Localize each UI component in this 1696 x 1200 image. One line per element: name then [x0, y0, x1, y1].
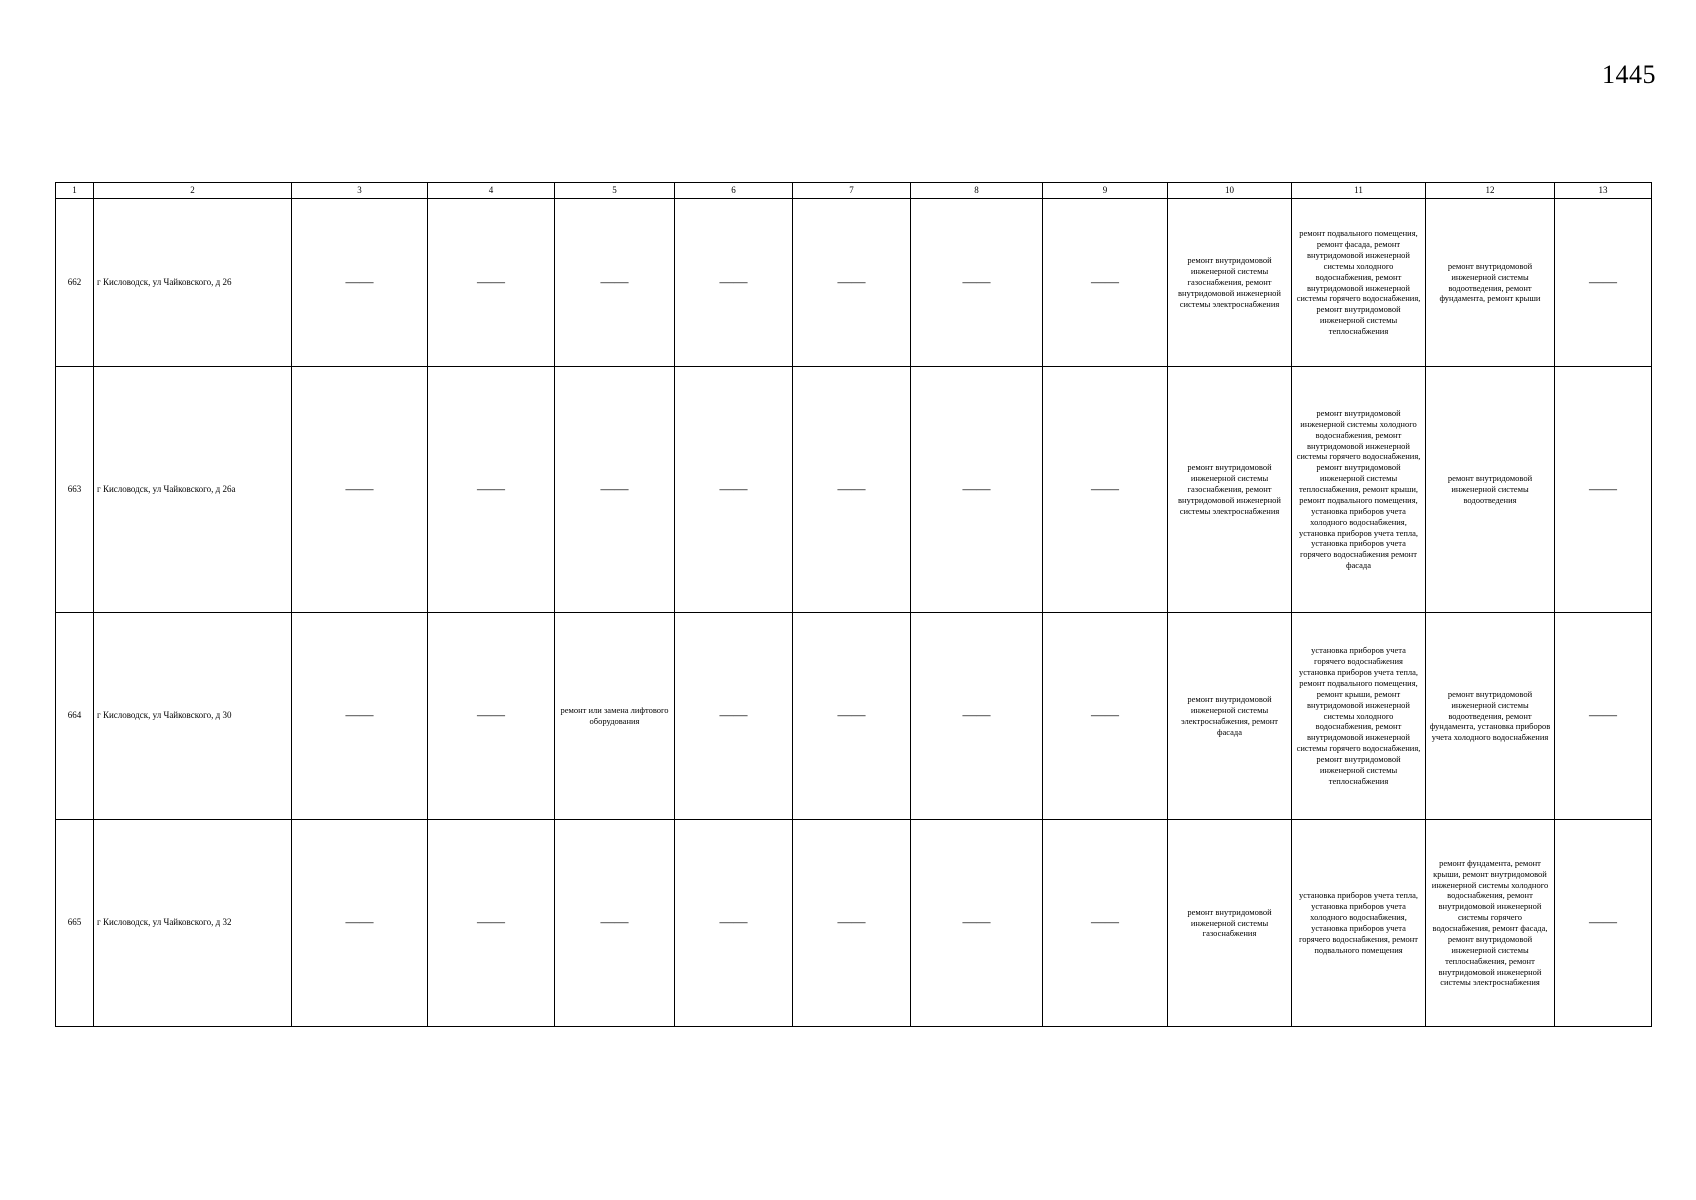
empty-dash-cell: ——: [1043, 820, 1168, 1027]
empty-dash-cell: ——: [555, 199, 675, 367]
empty-dash-cell: ——: [555, 820, 675, 1027]
column-header: 8: [911, 183, 1043, 199]
address-cell: г Кисловодск, ул Чайковского, д 30: [94, 613, 292, 820]
works-cell: ремонт фундамента, ремонт крыши, ремонт внутридомовой инженерной системы холодного водоснабжения, ремонт внутридомовой инженерной системы горячего водоснабжения, ремонт фасада, ремонт внутридомовой инженерной системы теплоснабжения, ремонт внутридомовой инженерной системы электроснабжения: [1426, 820, 1555, 1027]
row-number: 664: [56, 613, 94, 820]
table-row: [56, 367, 1652, 613]
column-header: 5: [555, 183, 675, 199]
empty-dash-cell: ——: [911, 199, 1043, 367]
works-cell: ремонт внутридомовой инженерной системы электроснабжения, ремонт фасада: [1168, 613, 1292, 820]
empty-dash-cell: ——: [428, 367, 555, 613]
empty-dash-cell: ——: [428, 613, 555, 820]
column-header: 9: [1043, 183, 1168, 199]
empty-dash-cell: ——: [1043, 367, 1168, 613]
empty-dash-cell: ——: [911, 820, 1043, 1027]
column-header: 10: [1168, 183, 1292, 199]
works-cell: ремонт внутридомовой инженерной системы водоотведения: [1426, 367, 1555, 613]
empty-dash-cell: ——: [555, 367, 675, 613]
empty-dash-cell: ——: [292, 367, 428, 613]
column-header: 6: [675, 183, 793, 199]
empty-dash-cell: ——: [1555, 199, 1652, 367]
column-header: 11: [1292, 183, 1426, 199]
column-header: 12: [1426, 183, 1555, 199]
works-cell: ремонт внутридомовой инженерной системы водоотведения, ремонт фундамента, ремонт крыши: [1426, 199, 1555, 367]
empty-dash-cell: ——: [428, 199, 555, 367]
empty-dash-cell: ——: [911, 613, 1043, 820]
table-row: [56, 613, 1652, 820]
empty-dash-cell: ——: [1555, 613, 1652, 820]
column-header: 2: [94, 183, 292, 199]
column-header: 1: [56, 183, 94, 199]
empty-dash-cell: ——: [1043, 199, 1168, 367]
empty-dash-cell: ——: [675, 820, 793, 1027]
empty-dash-cell: ——: [1555, 820, 1652, 1027]
page-number: 1445: [1602, 60, 1656, 89]
header-row: [56, 183, 1652, 199]
empty-dash-cell: ——: [675, 367, 793, 613]
empty-dash-cell: ——: [911, 367, 1043, 613]
works-cell: ремонт внутридомовой инженерной системы газоснабжения, ремонт внутридомовой инженерной системы электроснабжения: [1168, 367, 1292, 613]
row-number: 662: [56, 199, 94, 367]
empty-dash-cell: ——: [1043, 613, 1168, 820]
column-header: 7: [793, 183, 911, 199]
column-header: 4: [428, 183, 555, 199]
row-number: 665: [56, 820, 94, 1027]
empty-dash-cell: ——: [428, 820, 555, 1027]
empty-dash-cell: ——: [1555, 367, 1652, 613]
column-header: 3: [292, 183, 428, 199]
works-cell: установка приборов учета тепла, установка приборов учета холодного водоснабжения, установка приборов учета горячего водоснабжения, ремонт подвального помещения: [1292, 820, 1426, 1027]
works-cell: ремонт внутридомовой инженерной системы водоотведения, ремонт фундамента, установка приборов учета холодного водоснабжения: [1426, 613, 1555, 820]
works-cell: ремонт или замена лифтового оборудования: [555, 613, 675, 820]
empty-dash-cell: ——: [675, 613, 793, 820]
works-cell: ремонт внутридомовой инженерной системы холодного водоснабжения, ремонт внутридомовой инженерной системы горячего водоснабжения, ремонт внутридомовой инженерной системы теплоснабжения, ремонт крыши, ремонт подвального помещения, установка приборов учета холодного водоснабжения, установка приборов учета тепла, установка приборов учета горячего водоснабжения ремонт фасада: [1292, 367, 1426, 613]
empty-dash-cell: ——: [292, 613, 428, 820]
address-cell: г Кисловодск, ул Чайковского, д 32: [94, 820, 292, 1027]
works-cell: ремонт внутридомовой инженерной системы газоснабжения: [1168, 820, 1292, 1027]
works-cell: ремонт внутридомовой инженерной системы газоснабжения, ремонт внутридомовой инженерной системы электроснабжения: [1168, 199, 1292, 367]
works-cell: ремонт подвального помещения, ремонт фасада, ремонт внутридомовой инженерной системы холодного водоснабжения, ремонт внутридомовой инженерной системы горячего водоснабжения, ремонт внутридомовой инженерной системы теплоснабжения: [1292, 199, 1426, 367]
empty-dash-cell: ——: [793, 820, 911, 1027]
empty-dash-cell: ——: [675, 199, 793, 367]
row-number: 663: [56, 367, 94, 613]
address-cell: г Кисловодск, ул Чайковского, д 26а: [94, 367, 292, 613]
empty-dash-cell: ——: [793, 199, 911, 367]
repair-schedule-table: [55, 182, 1652, 1027]
empty-dash-cell: ——: [292, 820, 428, 1027]
address-cell: г Кисловодск, ул Чайковского, д 26: [94, 199, 292, 367]
empty-dash-cell: ——: [793, 613, 911, 820]
table-row: [56, 199, 1652, 367]
works-cell: установка приборов учета горячего водоснабжения установка приборов учета тепла, ремонт подвального помещения, ремонт крыши, ремонт внутридомовой инженерной системы холодного водоснабжения, ремонт внутридомовой инженерной системы горячего водоснабжения, ремонт внутридомовой инженерной системы теплоснабжения: [1292, 613, 1426, 820]
column-header: 13: [1555, 183, 1652, 199]
empty-dash-cell: ——: [793, 367, 911, 613]
table-row: [56, 820, 1652, 1027]
empty-dash-cell: ——: [292, 199, 428, 367]
